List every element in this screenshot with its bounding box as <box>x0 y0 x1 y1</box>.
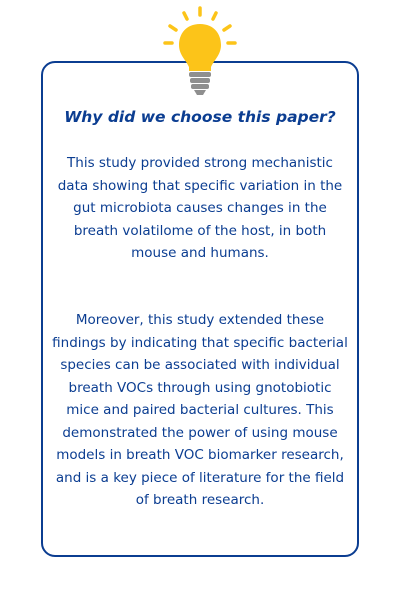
card-paragraph-2: Moreover, this study extended these findings by indicating that specific bacterial species can be associated with individual breath VOCs through using gnotobiotic mice and paired bacterial cultures. This demonstrated the power of using mouse models in breath VOC biomarker research, and is a key piece of literature for the field of breath research. <box>52 312 348 508</box>
card-paragraph-1: This study provided strong mechanistic data showing that specific variation in the gut microbiota causes changes in the breath volatilome of the host, in both mouse and humans. <box>57 155 343 261</box>
lightbulb-icon <box>155 5 245 97</box>
card-title: Why did we choose this paper? <box>64 108 336 126</box>
